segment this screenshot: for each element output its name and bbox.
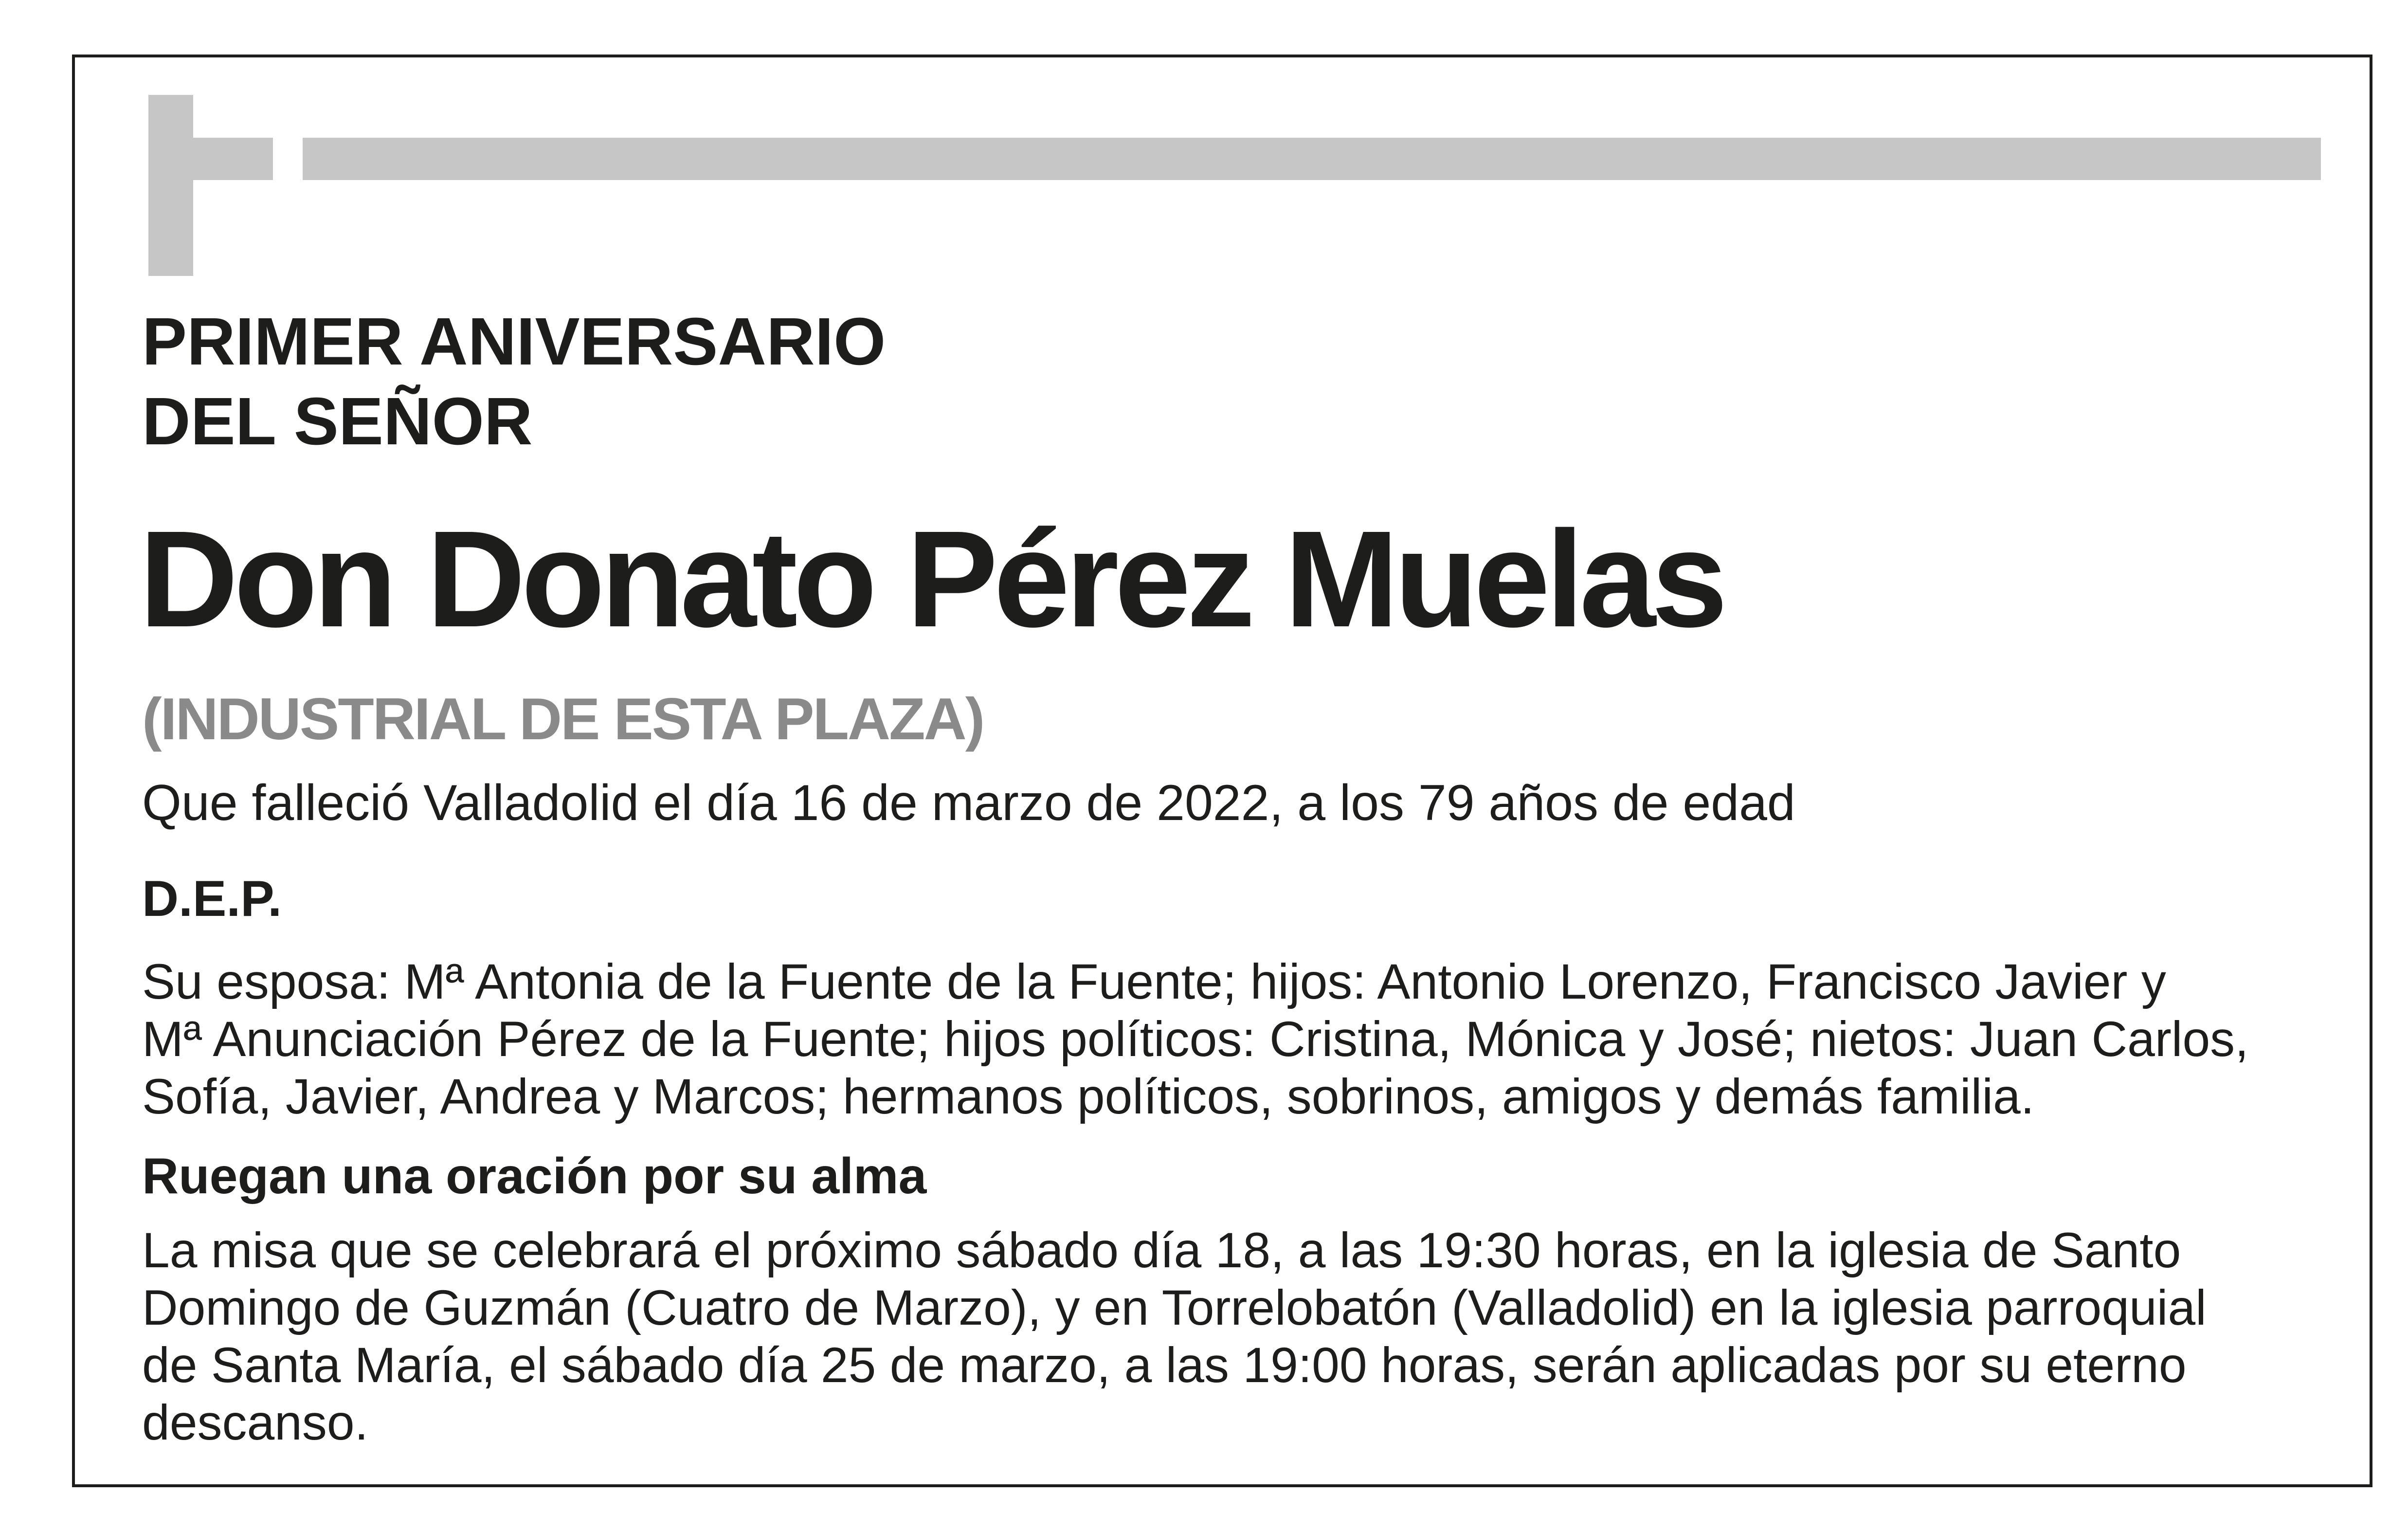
mass-line: de Santa María, el sábado día 25 de marzo, a las 19:00 horas, serán aplicadas por su eterno [142,1337,2187,1393]
cross-vertical-bar [148,95,193,276]
mass-paragraph [142,1222,2332,1451]
family-line: Su esposa: Mª Antonia de la Fuente de la Fuente; hijos: Antonio Lorenzo, Francisco Javier y [142,954,2166,1009]
notice-heading [142,302,886,461]
family-line: Mª Anunciación Pérez de la Fuente; hijos políticos: Cristina, Mónica y José; nietos: Juan Carlos, [142,1011,2249,1067]
mass-line: La misa que se celebrará el próximo sábado día 18, a las 19:30 horas, en la iglesia de Santo [142,1222,2181,1278]
prayer-request: Ruegan una oración por su alma [142,1148,927,1204]
heading-line-1: PRIMER ANIVERSARIO [142,304,886,379]
cross-horizontal-bar [148,138,273,180]
mass-line: descanso. [142,1395,368,1450]
dep-label: D.E.P. [142,871,282,927]
mass-line: Domingo de Guzmán (Cuatro de Marzo), y en Torrelobatón (Valladolid) en la iglesia parroquial [142,1280,2207,1335]
header-rule [303,138,2321,180]
death-info: Que falleció Valladolid el día 16 de marzo de 2022, a los 79 años de edad [142,775,1795,831]
deceased-name: Don Donato Pérez Muelas [139,502,1723,656]
family-line: Sofía, Javier, Andrea y Marcos; hermanos políticos, sobrinos, amigos y demás familia. [142,1069,2035,1124]
heading-line-2: DEL SEÑOR [142,384,533,459]
family-paragraph [142,953,2332,1125]
deceased-occupation: (INDUSTRIAL DE ESTA PLAZA) [142,686,984,752]
